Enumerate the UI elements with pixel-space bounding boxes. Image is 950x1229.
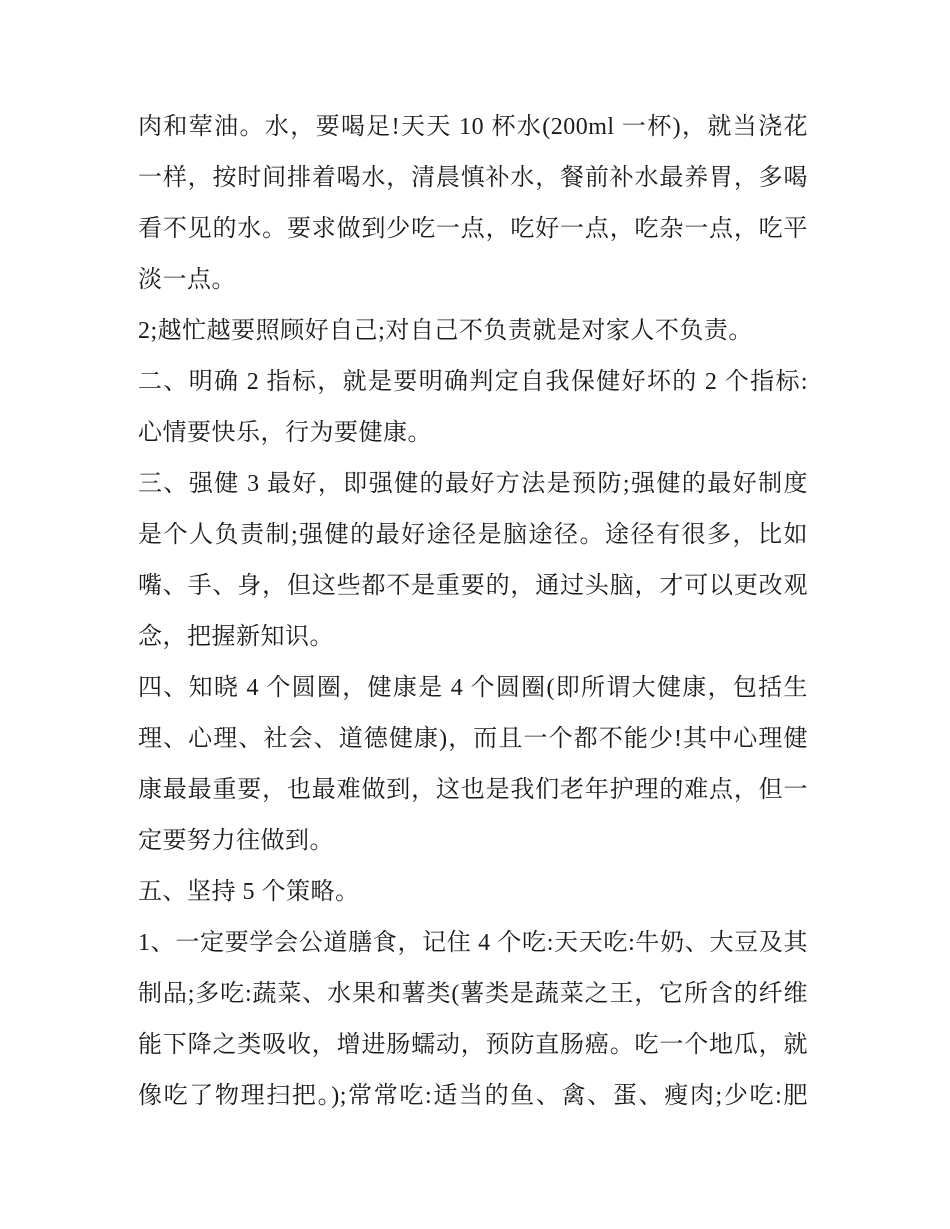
text-line: 1、一定要学会公道膳食，记住 4 个吃:天天吃:牛奶、大豆及其 (138, 930, 808, 956)
text-line: 康最最重要，也最难做到，这也是我们老年护理的难点，但一 (138, 777, 808, 803)
paragraph-self-care (138, 306, 808, 357)
text-line: 理、心理、社会、道德健康)，而且一个都不能少!其中心理健 (138, 726, 808, 752)
paragraph-three-bests (138, 459, 808, 663)
text-line: 二、明确 2 指标，就是要明确判定自我保健好坏的 2 个指标: (138, 369, 808, 395)
text-line: 一样，按时间排着喝水，清晨慎补水，餐前补水最养胃，多喝 (138, 165, 808, 191)
text-line: 2;越忙越要照顾好自己;对自己不负责就是对家人不负责。 (138, 318, 753, 344)
paragraph-diet-strategy (138, 918, 808, 1122)
text-line: 定要努力往做到。 (138, 828, 334, 854)
text-line: 看不见的水。要求做到少吃一点，吃好一点，吃杂一点，吃平 (138, 216, 808, 242)
text-line: 三、强健 3 最好，即强健的最好方法是预防;强健的最好制度 (138, 471, 808, 497)
text-line: 五、坚持 5 个策略。 (138, 879, 360, 905)
paragraph-water-advice (138, 102, 808, 306)
text-line: 是个人负责制;强健的最好途径是脑途径。途径有很多，比如 (138, 522, 808, 548)
paragraph-two-indicators (138, 357, 808, 459)
text-line: 肉和荤油。水，要喝足!天天 10 杯水(200ml 一杯)，就当浇花 (138, 114, 808, 140)
text-line: 念，把握新知识。 (138, 624, 334, 650)
text-line: 制品;多吃:蔬菜、水果和薯类(薯类是蔬菜之王，它所含的纤维 (138, 981, 808, 1007)
text-line: 淡一点。 (138, 267, 236, 293)
text-line: 能下降之类吸收，增进肠蠕动，预防直肠癌。吃一个地瓜，就 (138, 1032, 808, 1058)
text-line: 心情要快乐，行为要健康。 (138, 420, 432, 446)
text-line: 嘴、手、身，但这些都不是重要的，通过头脑，才可以更改观 (138, 573, 808, 599)
paragraph-five-strategies (138, 867, 808, 918)
text-line: 像吃了物理扫把。);常常吃:适当的鱼、禽、蛋、瘦肉;少吃:肥 (138, 1083, 808, 1109)
text-line: 四、知晓 4 个圆圈，健康是 4 个圆圈(即所谓大健康，包括生 (138, 675, 808, 701)
paragraph-four-circles (138, 663, 808, 867)
